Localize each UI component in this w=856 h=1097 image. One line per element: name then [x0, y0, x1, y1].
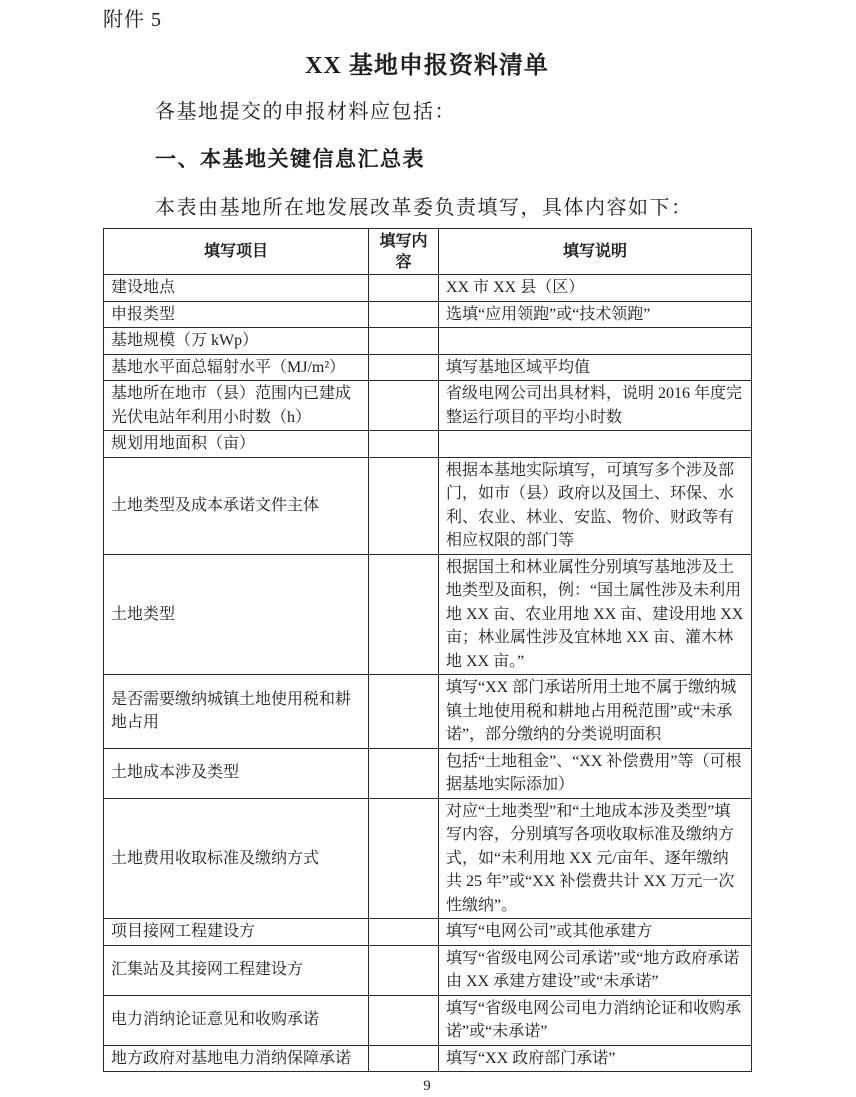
table-row — [104, 457, 752, 554]
table-row — [104, 1045, 752, 1072]
content-cell — [369, 919, 439, 946]
column-header-note: 填写说明 — [439, 229, 752, 275]
item-cell: 基地水平面总辐射水平（MJ/m²） — [104, 354, 369, 381]
item-cell: 是否需要缴纳城镇土地使用税和耕地占用 — [104, 675, 369, 749]
item-cell: 基地规模（万 kWp） — [104, 328, 369, 355]
table-row — [104, 554, 752, 675]
summary-table — [103, 228, 752, 1072]
note-cell: 填写“XX 部门承诺所用土地不属于缴纳城镇土地使用税和耕地占用税范围”或“未承诺”，部分缴纳的分类说明面积 — [439, 675, 752, 749]
item-cell: 建设地点 — [104, 275, 369, 302]
content-cell — [369, 431, 439, 458]
item-cell: 土地费用收取标准及缴纳方式 — [104, 798, 369, 919]
content-cell — [369, 275, 439, 302]
note-cell: 填写“电网公司”或其他承建方 — [439, 919, 752, 946]
column-header-content: 填写内容 — [369, 229, 439, 275]
content-cell — [369, 381, 439, 431]
item-cell: 土地类型及成本承诺文件主体 — [104, 457, 369, 554]
item-cell: 项目接网工程建设方 — [104, 919, 369, 946]
note-cell: 根据国土和林业属性分别填写基地涉及土地类型及面积，例：“国土属性涉及未利用地 XX 亩、农业用地 XX 亩、建设用地 XX 亩；林业属性涉及宜林地 XX 亩、灌木林地 XX 亩。” — [439, 554, 752, 675]
table-row — [104, 995, 752, 1045]
item-cell: 规划用地面积（亩） — [104, 431, 369, 458]
item-cell: 基地所在地市（县）范围内已建成光伏电站年利用小时数（h） — [104, 381, 369, 431]
item-cell: 电力消纳论证意见和收购承诺 — [104, 995, 369, 1045]
note-cell: 填写“XX 政府部门承诺” — [439, 1045, 752, 1072]
page-number: 9 — [423, 1078, 431, 1094]
content-cell — [369, 798, 439, 919]
item-cell: 申报类型 — [104, 301, 369, 328]
content-cell — [369, 301, 439, 328]
content-cell — [369, 675, 439, 749]
table-row — [104, 301, 752, 328]
note-cell: 选填“应用领跑”或“技术领跑” — [439, 301, 752, 328]
content-cell — [369, 457, 439, 554]
item-cell: 土地类型 — [104, 554, 369, 675]
note-cell — [439, 328, 752, 355]
table-row — [104, 354, 752, 381]
item-cell: 地方政府对基地电力消纳保障承诺 — [104, 1045, 369, 1072]
content-cell — [369, 328, 439, 355]
table-row — [104, 381, 752, 431]
table-row — [104, 945, 752, 995]
table-row — [104, 275, 752, 302]
section-heading: 一、本基地关键信息汇总表 — [155, 148, 425, 171]
table-row — [104, 919, 752, 946]
table-row — [104, 328, 752, 355]
table-row — [104, 748, 752, 798]
content-cell — [369, 1045, 439, 1072]
note-cell: 包括“土地租金”、“XX 补偿费用”等（可根据基地实际添加） — [439, 748, 752, 798]
content-cell — [369, 748, 439, 798]
document-title: XX 基地申报资料清单 — [305, 53, 549, 79]
note-cell: XX 市 XX 县（区） — [439, 275, 752, 302]
intro-paragraph: 各基地提交的申报材料应包括： — [155, 101, 456, 123]
content-cell — [369, 995, 439, 1045]
attachment-label: 附件 5 — [103, 9, 162, 31]
table-header-row — [104, 229, 752, 275]
table-row — [104, 431, 752, 458]
note-cell: 根据本基地实际填写，可填写多个涉及部门，如市（县）政府以及国土、环保、水利、农业、林业、安监、物价、财政等有相应权限的部门等 — [439, 457, 752, 554]
item-cell: 土地成本涉及类型 — [104, 748, 369, 798]
table-row — [104, 675, 752, 749]
content-cell — [369, 354, 439, 381]
column-header-item: 填写项目 — [104, 229, 369, 275]
table-intro-paragraph: 本表由基地所在地发展改革委负责填写，具体内容如下： — [155, 197, 693, 219]
note-cell: 省级电网公司出具材料，说明 2016 年度完整运行项目的平均小时数 — [439, 381, 752, 431]
note-cell — [439, 431, 752, 458]
item-cell: 汇集站及其接网工程建设方 — [104, 945, 369, 995]
content-cell — [369, 945, 439, 995]
note-cell: 填写“省级电网公司电力消纳论证和收购承诺”或“未承诺” — [439, 995, 752, 1045]
note-cell: 填写“省级电网公司承诺”或“地方政府承诺由 XX 承建方建设”或“未承诺” — [439, 945, 752, 995]
note-cell: 对应“土地类型”和“土地成本涉及类型”填写内容，分别填写各项收取标准及缴纳方式，如“未利用地 XX 元/亩年、逐年缴纳共 25 年”或“XX 补偿费共计 XX 万元一次性缴纳”。 — [439, 798, 752, 919]
note-cell: 填写基地区域平均值 — [439, 354, 752, 381]
content-cell — [369, 554, 439, 675]
table-row — [104, 798, 752, 919]
